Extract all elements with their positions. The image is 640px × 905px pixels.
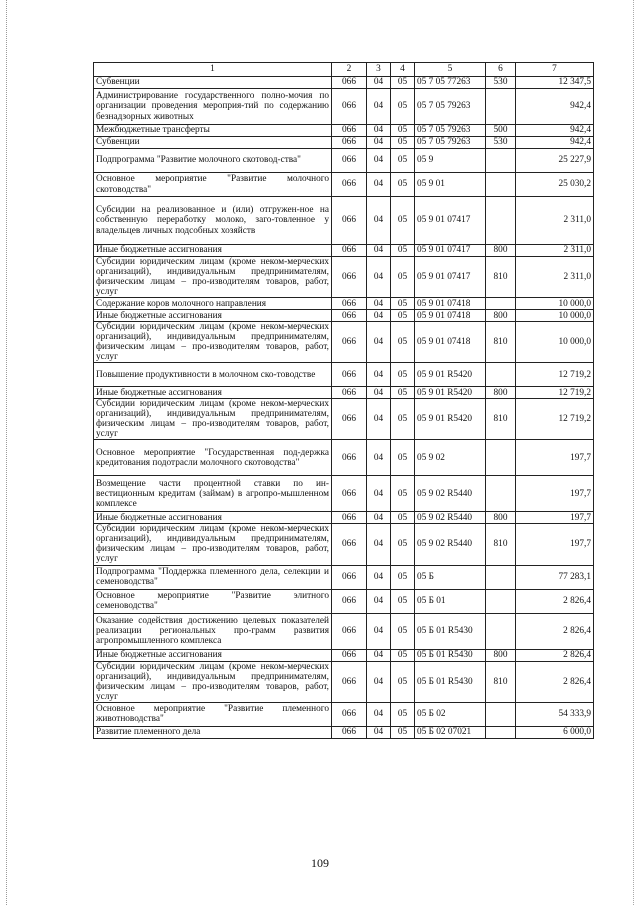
- cell-pr: 05: [391, 613, 415, 649]
- cell-csr: 05 Б 01 R5430: [415, 661, 486, 702]
- cell-csr: 05 9 01 R5420: [415, 387, 486, 399]
- cell-ved: 066: [332, 245, 367, 257]
- cell-csr: 05 7 05 79263: [415, 125, 486, 137]
- table-row: [94, 257, 594, 298]
- table-row: [94, 613, 594, 649]
- header-cell: 3: [367, 63, 391, 77]
- table-row: [94, 298, 594, 310]
- cell-pr: 05: [391, 310, 415, 322]
- cell-csr: 05 9 01 R5420: [415, 399, 486, 440]
- cell-ved: 066: [332, 298, 367, 310]
- cell-rz: 04: [367, 173, 391, 197]
- cell-name: Иные бюджетные ассигнования: [94, 310, 332, 322]
- cell-pr: 05: [391, 149, 415, 173]
- cell-vr: [486, 476, 516, 512]
- cell-sum: 2 311,0: [516, 257, 594, 298]
- cell-pr: 05: [391, 322, 415, 363]
- cell-ved: 066: [332, 565, 367, 589]
- cell-csr: 05 9 01 07418: [415, 298, 486, 310]
- cell-sum: 12 347,5: [516, 77, 594, 89]
- cell-rz: 04: [367, 387, 391, 399]
- table-row: [94, 649, 594, 661]
- cell-name: Развитие племенного дела: [94, 726, 332, 738]
- header-row: [94, 63, 594, 77]
- cell-sum: 12 719,2: [516, 399, 594, 440]
- cell-sum: 2 826,4: [516, 613, 594, 649]
- cell-ved: 066: [332, 661, 367, 702]
- cell-pr: 05: [391, 387, 415, 399]
- header-cell: 6: [486, 63, 516, 77]
- cell-name: Основное мероприятие "Развитие племенного животноводства": [94, 702, 332, 726]
- cell-name: Подпрограмма "Развитие молочного скотовод-ства": [94, 149, 332, 173]
- cell-sum: 6 000,0: [516, 726, 594, 738]
- cell-ved: 066: [332, 149, 367, 173]
- cell-pr: 05: [391, 298, 415, 310]
- budget-table: [93, 62, 594, 739]
- cell-pr: 05: [391, 661, 415, 702]
- cell-pr: 05: [391, 173, 415, 197]
- cell-name: Субсидии юридическим лицам (кроме неком-мерческих организаций), индивидуальным предпринимателям, физическим лицам – про-изводителям товаров, работ, услуг: [94, 322, 332, 363]
- cell-csr: 05 Б 01: [415, 589, 486, 613]
- cell-rz: 04: [367, 613, 391, 649]
- table-header: [94, 63, 594, 77]
- cell-ved: 066: [332, 173, 367, 197]
- table-row: [94, 77, 594, 89]
- table-row: [94, 197, 594, 245]
- cell-name: Основное мероприятие "Развитие молочного скотоводства": [94, 173, 332, 197]
- cell-ved: 066: [332, 89, 367, 125]
- cell-csr: 05 7 05 79263: [415, 137, 486, 149]
- cell-csr: 05 9 01: [415, 173, 486, 197]
- cell-csr: 05 9 01 07417: [415, 257, 486, 298]
- cell-sum: 25 227,9: [516, 149, 594, 173]
- cell-rz: 04: [367, 310, 391, 322]
- cell-pr: 05: [391, 197, 415, 245]
- cell-rz: 04: [367, 245, 391, 257]
- cell-rz: 04: [367, 524, 391, 565]
- table-row: [94, 726, 594, 738]
- cell-sum: 77 283,1: [516, 565, 594, 589]
- cell-ved: 066: [332, 613, 367, 649]
- cell-pr: 05: [391, 649, 415, 661]
- table-row: [94, 589, 594, 613]
- cell-rz: 04: [367, 726, 391, 738]
- cell-sum: 942,4: [516, 125, 594, 137]
- cell-sum: 197,7: [516, 524, 594, 565]
- cell-ved: 066: [332, 77, 367, 89]
- cell-sum: 2 311,0: [516, 197, 594, 245]
- table-row: [94, 137, 594, 149]
- cell-sum: 25 030,2: [516, 173, 594, 197]
- cell-csr: 05 Б 01 R5430: [415, 649, 486, 661]
- cell-vr: 810: [486, 661, 516, 702]
- table-row: [94, 661, 594, 702]
- table-row: [94, 399, 594, 440]
- header-cell: 4: [391, 63, 415, 77]
- cell-rz: 04: [367, 77, 391, 89]
- cell-csr: 05 Б 02: [415, 702, 486, 726]
- cell-ved: 066: [332, 524, 367, 565]
- cell-sum: 942,4: [516, 89, 594, 125]
- table-row: [94, 245, 594, 257]
- cell-rz: 04: [367, 257, 391, 298]
- cell-pr: 05: [391, 476, 415, 512]
- cell-pr: 05: [391, 89, 415, 125]
- cell-name: Администрирование государственного полно-мочия по организации проведения мероприя-тий по содержанию безнадзорных животных: [94, 89, 332, 125]
- cell-rz: 04: [367, 649, 391, 661]
- cell-csr: 05 Б 01 R5430: [415, 613, 486, 649]
- cell-vr: [486, 298, 516, 310]
- cell-vr: 800: [486, 649, 516, 661]
- cell-sum: 12 719,2: [516, 387, 594, 399]
- cell-name: Оказание содействия достижению целевых показателей реализации региональных про-грамм развития агропромышленного комплекса: [94, 613, 332, 649]
- cell-pr: 05: [391, 137, 415, 149]
- cell-ved: 066: [332, 702, 367, 726]
- cell-name: Субсидии юридическим лицам (кроме неком-мерческих организаций), индивидуальным предпринимателям, физическим лицам – про-изводителям товаров, работ, услуг: [94, 399, 332, 440]
- table-row: [94, 512, 594, 524]
- cell-csr: 05 9 01 07417: [415, 245, 486, 257]
- cell-csr: 05 7 05 77263: [415, 77, 486, 89]
- cell-vr: [486, 440, 516, 476]
- cell-ved: 066: [332, 137, 367, 149]
- table-row: [94, 524, 594, 565]
- cell-vr: [486, 363, 516, 387]
- cell-vr: 800: [486, 310, 516, 322]
- cell-pr: 05: [391, 524, 415, 565]
- cell-rz: 04: [367, 702, 391, 726]
- cell-ved: 066: [332, 440, 367, 476]
- cell-name: Субвенции: [94, 77, 332, 89]
- cell-sum: 10 000,0: [516, 310, 594, 322]
- cell-name: Подпрограмма "Поддержка племенного дела, селекции и семеноводства": [94, 565, 332, 589]
- cell-ved: 066: [332, 257, 367, 298]
- cell-rz: 04: [367, 399, 391, 440]
- table-row: [94, 363, 594, 387]
- cell-name: Основное мероприятие "Развитие элитного семеноводства": [94, 589, 332, 613]
- table-row: [94, 702, 594, 726]
- cell-pr: 05: [391, 77, 415, 89]
- cell-ved: 066: [332, 197, 367, 245]
- cell-rz: 04: [367, 298, 391, 310]
- cell-vr: [486, 197, 516, 245]
- cell-name: Иные бюджетные ассигнования: [94, 512, 332, 524]
- header-cell: 7: [516, 63, 594, 77]
- cell-pr: 05: [391, 399, 415, 440]
- cell-sum: 10 000,0: [516, 322, 594, 363]
- table-row: [94, 89, 594, 125]
- table-row: [94, 310, 594, 322]
- cell-name: Иные бюджетные ассигнования: [94, 649, 332, 661]
- cell-vr: 530: [486, 77, 516, 89]
- cell-sum: 197,7: [516, 512, 594, 524]
- table-row: [94, 322, 594, 363]
- cell-ved: 066: [332, 363, 367, 387]
- scan-right-edge: [633, 0, 634, 905]
- cell-csr: 05 9 02 R5440: [415, 476, 486, 512]
- header-cell: 5: [415, 63, 486, 77]
- cell-ved: 066: [332, 399, 367, 440]
- cell-vr: [486, 89, 516, 125]
- cell-name: Субвенции: [94, 137, 332, 149]
- cell-vr: 810: [486, 399, 516, 440]
- cell-csr: 05 9 02 R5440: [415, 524, 486, 565]
- cell-rz: 04: [367, 137, 391, 149]
- cell-name: Возмещение части процентной ставки по ин-вестиционным кредитам (займам) в агропро-мышленном комплексе: [94, 476, 332, 512]
- cell-sum: 2 826,4: [516, 589, 594, 613]
- cell-ved: 066: [332, 726, 367, 738]
- cell-rz: 04: [367, 322, 391, 363]
- table-body: [94, 77, 594, 739]
- cell-vr: 800: [486, 512, 516, 524]
- table-row: [94, 440, 594, 476]
- cell-sum: 10 000,0: [516, 298, 594, 310]
- table-row: [94, 387, 594, 399]
- cell-pr: 05: [391, 726, 415, 738]
- cell-vr: [486, 702, 516, 726]
- cell-csr: 05 7 05 79263: [415, 89, 486, 125]
- cell-rz: 04: [367, 89, 391, 125]
- cell-vr: 810: [486, 322, 516, 363]
- cell-csr: 05 9 02 R5440: [415, 512, 486, 524]
- page-number: 109: [311, 856, 329, 870]
- cell-pr: 05: [391, 125, 415, 137]
- cell-vr: 800: [486, 245, 516, 257]
- table-row: [94, 476, 594, 512]
- cell-rz: 04: [367, 197, 391, 245]
- cell-name: Субсидии на реализованное и (или) отгружен-ное на собственную переработку молоко, заго-товленное у владельцев личных подсобных хозяйств: [94, 197, 332, 245]
- cell-pr: 05: [391, 440, 415, 476]
- cell-vr: [486, 149, 516, 173]
- cell-csr: 05 9 01 07417: [415, 197, 486, 245]
- cell-vr: 530: [486, 137, 516, 149]
- cell-name: Повышение продуктивности в молочном ско-товодстве: [94, 363, 332, 387]
- cell-ved: 066: [332, 589, 367, 613]
- cell-ved: 066: [332, 649, 367, 661]
- cell-pr: 05: [391, 512, 415, 524]
- cell-sum: 2 826,4: [516, 649, 594, 661]
- cell-vr: 500: [486, 125, 516, 137]
- cell-sum: 197,7: [516, 440, 594, 476]
- cell-ved: 066: [332, 512, 367, 524]
- cell-vr: [486, 613, 516, 649]
- cell-name: Иные бюджетные ассигнования: [94, 245, 332, 257]
- table-row: [94, 565, 594, 589]
- cell-pr: 05: [391, 245, 415, 257]
- cell-vr: [486, 173, 516, 197]
- cell-vr: [486, 726, 516, 738]
- cell-rz: 04: [367, 565, 391, 589]
- cell-csr: 05 9 02: [415, 440, 486, 476]
- cell-rz: 04: [367, 589, 391, 613]
- cell-vr: [486, 565, 516, 589]
- cell-ved: 066: [332, 322, 367, 363]
- cell-ved: 066: [332, 476, 367, 512]
- cell-name: Основное мероприятие "Государственная под-держка кредитования подотрасли молочного скотоводства": [94, 440, 332, 476]
- table-row: [94, 173, 594, 197]
- cell-ved: 066: [332, 387, 367, 399]
- cell-sum: 2 311,0: [516, 245, 594, 257]
- header-cell: 1: [94, 63, 332, 77]
- cell-sum: 12 719,2: [516, 363, 594, 387]
- cell-rz: 04: [367, 149, 391, 173]
- cell-sum: 54 333,9: [516, 702, 594, 726]
- cell-csr: 05 9: [415, 149, 486, 173]
- cell-pr: 05: [391, 702, 415, 726]
- cell-rz: 04: [367, 363, 391, 387]
- cell-name: Субсидии юридическим лицам (кроме неком-мерческих организаций), индивидуальным предпринимателям, физическим лицам – про-изводителям товаров, работ, услуг: [94, 257, 332, 298]
- header-cell: 2: [332, 63, 367, 77]
- cell-vr: [486, 589, 516, 613]
- cell-csr: 05 Б 02 07021: [415, 726, 486, 738]
- cell-rz: 04: [367, 440, 391, 476]
- cell-vr: 800: [486, 387, 516, 399]
- cell-pr: 05: [391, 565, 415, 589]
- cell-name: Субсидии юридическим лицам (кроме неком-мерческих организаций), индивидуальным предпринимателям, физическим лицам – про-изводителям товаров, работ, услуг: [94, 524, 332, 565]
- table-row: [94, 125, 594, 137]
- cell-name: Содержание коров молочного направления: [94, 298, 332, 310]
- cell-csr: 05 9 01 R5420: [415, 363, 486, 387]
- cell-rz: 04: [367, 661, 391, 702]
- cell-pr: 05: [391, 589, 415, 613]
- cell-name: Межбюджетные трансферты: [94, 125, 332, 137]
- cell-ved: 066: [332, 310, 367, 322]
- cell-vr: 810: [486, 524, 516, 565]
- cell-vr: 810: [486, 257, 516, 298]
- cell-csr: 05 9 01 07418: [415, 322, 486, 363]
- scan-left-edge: [6, 0, 7, 905]
- cell-ved: 066: [332, 125, 367, 137]
- cell-pr: 05: [391, 363, 415, 387]
- cell-rz: 04: [367, 476, 391, 512]
- cell-sum: 197,7: [516, 476, 594, 512]
- cell-name: Субсидии юридическим лицам (кроме неком-мерческих организаций), индивидуальным предпринимателям, физическим лицам – про-изводителям товаров, работ, услуг: [94, 661, 332, 702]
- cell-rz: 04: [367, 125, 391, 137]
- cell-name: Иные бюджетные ассигнования: [94, 387, 332, 399]
- cell-csr: 05 Б: [415, 565, 486, 589]
- cell-sum: 2 826,4: [516, 661, 594, 702]
- cell-rz: 04: [367, 512, 391, 524]
- cell-sum: 942,4: [516, 137, 594, 149]
- table-row: [94, 149, 594, 173]
- cell-pr: 05: [391, 257, 415, 298]
- cell-csr: 05 9 01 07418: [415, 310, 486, 322]
